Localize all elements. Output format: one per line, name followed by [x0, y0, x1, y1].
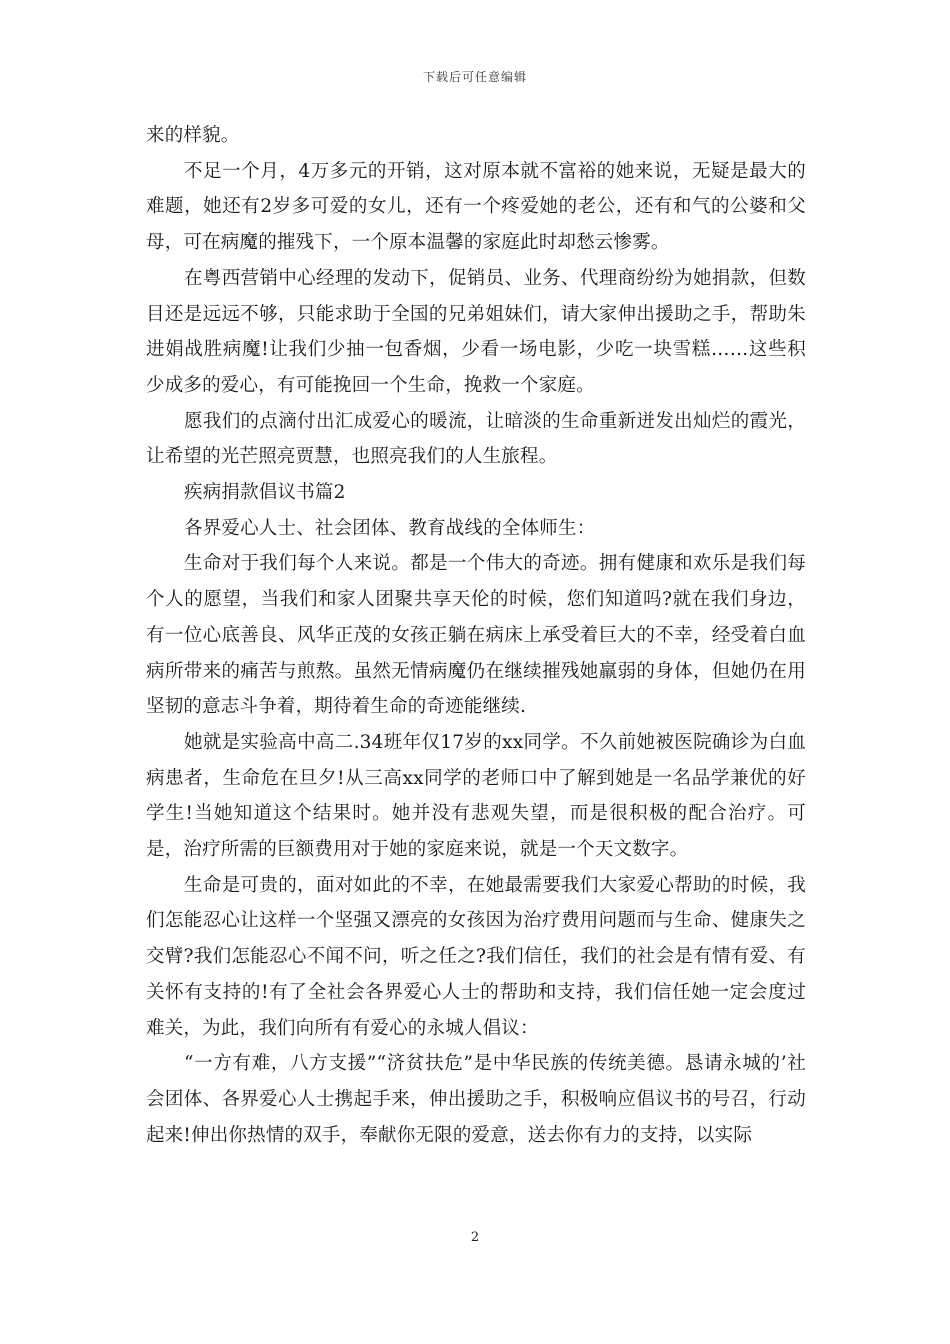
- page-header: 下载后可任意编辑: [422, 70, 527, 84]
- paragraph-1: 来的样貌。: [146, 125, 240, 146]
- salutation: 各界爱心人士、社会团体、教育战线的全体师生：: [184, 517, 596, 539]
- paragraph-9: 生命是可贵的，面对如此的不幸，在她最需要我们大家爱心帮助的时候，我们怎能忍心让这样一个坚强又漂亮的女孩因为治疗费用问题而与生命、健康失之交臂?我们怎能忍心不闻不问，听之任之?我们信任，我们的社会是有情有爱、有关怀有支持的!有了全社会各界爱心人士的帮助和支持，我们信任她一定会度过难关，为此，我们向所有有爱心的永城人倡议：: [146, 874, 806, 1039]
- document-body: [146, 118, 806, 1153]
- paragraph-2: 不足一个月，4万多元的开销，这对原本就不富裕的她来说，无疑是最大的难题，她还有2岁多可爱的女儿，还有一个疼爱她的老公，还有和气的公婆和父母，可在病魔的摧残下，一个原本温馨的家庭此时却愁云惨雾。: [146, 160, 806, 254]
- page-number: 2: [470, 1230, 480, 1245]
- paragraph-8: 她就是实验高中高二.34班年仅17岁的xx同学。不久前她被医院确诊为白血病患者，生命危在旦夕!从三高xx同学的老师口中了解到她是一名品学兼优的好学生!当她知道这个结果时。她并没有悲观失望，而是很积极的配合治疗。可是，治疗所需的巨额费用对于她的家庭来说，就是一个天文数字。: [146, 731, 806, 861]
- paragraph-3: 在粤西营销中心经理的发动下，促销员、业务、代理商纷纷为她捐款，但数目还是远远不够，只能求助于全国的兄弟姐妹们，请大家伸出援助之手，帮助朱进娟战胜病魔!让我们少抽一包香烟，少看一场电影，少吃一块雪糕……这些积少成多的爱心，有可能挽回一个生命，挽救一个家庭。: [146, 267, 806, 396]
- paragraph-10: “一方有难，八方支援”“济贫扶危”是中华民族的传统美德。恳请永城的’社会团体、各界爱心人士携起手来，伸出援助之手，积极响应倡议书的号召，行动起来!伸出你热情的双手，奉献你无限的爱意，送去你有力的支持，以实际: [146, 1053, 806, 1146]
- paragraph-4: 愿我们的点滴付出汇成爱心的暖流，让暗淡的生命重新迸发出灿烂的霞光，让希望的光芒照亮贾慧，也照亮我们的人生旅程。: [146, 410, 806, 468]
- section-title: 疾病捐款倡议书篇2: [184, 482, 346, 504]
- paragraph-7: 生命对于我们每个人来说。都是一个伟大的奇迹。拥有健康和欢乐是我们每个人的愿望，当我们和家人团聚共享天伦的时候，您们知道吗?就在我们身边，有一位心底善良、风华正茂的女孩正躺在病床上承受着巨大的不幸，经受着白血病所带来的痛苦与煎熬。虽然无情病魔仍在继续摧残她羸弱的身体，但她仍在用坚韧的意志斗争着，期待着生命的奇迹能继续.: [146, 553, 806, 718]
